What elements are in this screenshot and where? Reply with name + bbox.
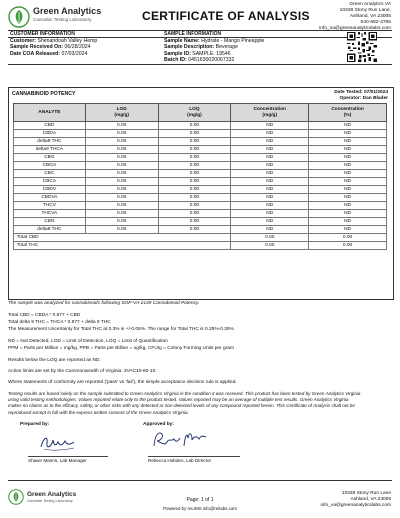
concentration-cell: ND <box>231 146 309 154</box>
lod-cell: 0.00 <box>85 186 158 194</box>
disclaimer: Testing results are based solely on the sample submitted to Green Analytics Virginia in the condition it was received. This product has been tested by Green Analytics Virginia using valid testing methodologies. Values reported relate only to the product tested. Values reported may be an average of multiple test results. Green Analytics Virginia makes no claims as to the efficacy, safety, or other risks with any detected or non-detected levels of any compound reported herein. This Certificate of Analysis shall not be reproduced except in full with the express written consent of the Green Analytics Virginia. <box>8 391 361 415</box>
lod-cell: 0.00 <box>85 138 158 146</box>
total-concentration-pct: 0.00 <box>309 234 387 242</box>
date-tested: Date Tested: 07/01/2024 <box>334 90 388 95</box>
potency-table <box>13 103 387 250</box>
analyte-cell: CBDVA <box>14 194 86 202</box>
loq-cell: 0.00 <box>158 170 231 178</box>
sample-name-label: Sample Name: <box>164 38 200 44</box>
concentration-pct-cell: ND <box>309 226 387 234</box>
total-concentration-pct: 0.00 <box>309 242 387 250</box>
concentration-pct-cell: ND <box>309 186 387 194</box>
analyte-cell: CBC <box>14 170 86 178</box>
concentration-cell: ND <box>231 170 309 178</box>
concentration-cell: ND <box>231 178 309 186</box>
sample-id-value: SAMPLE: 19546 <box>192 50 231 57</box>
concentration-pct-cell: ND <box>309 138 387 146</box>
formula-cbd: Total CBD = CBDA * 0.877 + CBD <box>8 313 81 318</box>
contact-line: Green Analytics VA <box>349 2 391 7</box>
footer-address: 10338 Stony Run Lane Ashland, VA 23005 info_va@greenanalyticslabs.com <box>320 491 391 508</box>
customer-info <box>10 38 97 57</box>
lod-cell: 0.00 <box>85 154 158 162</box>
divider <box>8 64 392 65</box>
col-analyte: ANALYTE <box>14 104 86 122</box>
concentration-cell: ND <box>231 194 309 202</box>
total-label: Total CBD <box>14 234 231 242</box>
sample-name-value: Hydrate - Mango Pineapple <box>201 38 265 44</box>
loq-cell: 0.00 <box>158 186 231 194</box>
lod-cell: 0.00 <box>85 170 158 178</box>
lod-cell: 0.00 <box>85 162 158 170</box>
col-lod: LOD (mg/g) <box>85 104 158 122</box>
table-row <box>14 170 387 178</box>
concentration-pct-cell: ND <box>309 210 387 218</box>
concentration-cell: ND <box>231 122 309 130</box>
document-title: CERTIFICATE OF ANALYSIS <box>142 9 310 23</box>
lod-cell: 0.00 <box>85 226 158 234</box>
approved-by-name: Rebecca Hobden, Lab Director <box>148 458 212 463</box>
loq-cell: 0.00 <box>158 178 231 186</box>
contact-line: 10338 Stony Run Lane, <box>339 7 391 13</box>
loq-note: Results below the LOQ are reported as ND. <box>8 358 101 363</box>
sample-id-label: Sample ID: <box>164 50 191 57</box>
col-concentration-pct: Concentration (%) <box>309 104 387 122</box>
total-row <box>14 234 387 242</box>
leaf-logo-icon <box>8 489 24 505</box>
concentration-pct-cell: ND <box>309 154 387 162</box>
batch-id-label: Batch ID: <box>164 57 187 64</box>
analyte-cell: CBCA <box>14 178 86 186</box>
loq-cell: 0.00 <box>158 162 231 170</box>
loq-cell: 0.00 <box>158 138 231 146</box>
loq-cell: 0.00 <box>158 130 231 138</box>
loq-cell: 0.00 <box>158 154 231 162</box>
conformity-note: Where statements of conformity are reported ('pass' vs 'fail'), the simple acceptance decision rule is applied. <box>8 380 237 385</box>
footer-brand-tagline: Cannabis Testing Laboratory <box>27 499 73 503</box>
concentration-cell: ND <box>231 130 309 138</box>
customer-info-heading: CUSTOMER INFORMATION <box>10 30 75 37</box>
loq-cell: 0.00 <box>158 202 231 210</box>
lod-cell: 0.00 <box>85 202 158 210</box>
potency-title: CANNABINOID POTENCY <box>12 91 76 97</box>
signature-line <box>28 456 108 457</box>
table-row <box>14 146 387 154</box>
released-value: 07/03/2024 <box>61 50 88 57</box>
total-row <box>14 242 387 250</box>
concentration-pct-cell: ND <box>309 170 387 178</box>
signature-rebecca-hobden <box>150 426 210 454</box>
footer-brand-name: Green Analytics <box>27 491 77 498</box>
page-number: Page: 1 of 1 <box>186 497 214 503</box>
action-limits-note: Action limits are set by the Commonwealth of Virginia: 3VAC10-60-10. <box>8 369 157 374</box>
table-row <box>14 202 387 210</box>
table-row <box>14 154 387 162</box>
concentration-pct-cell: ND <box>309 194 387 202</box>
prepared-by-label: Prepared by: <box>20 422 50 427</box>
analyte-cell: CBD <box>14 122 86 130</box>
concentration-cell: ND <box>231 202 309 210</box>
lod-cell: 0.00 <box>85 122 158 130</box>
concentration-pct-cell: ND <box>309 178 387 186</box>
potency-table-body <box>14 122 387 250</box>
released-label: Date COA Released: <box>10 50 60 57</box>
total-concentration: 0.00 <box>231 234 309 242</box>
analyte-cell: delta9 THC <box>14 138 86 146</box>
analyte-cell: CBN <box>14 218 86 226</box>
analyte-cell: THCVA <box>14 210 86 218</box>
analyte-cell: THCV <box>14 202 86 210</box>
table-row <box>14 226 387 234</box>
analyte-cell: delta8 THC <box>14 226 86 234</box>
total-concentration: 0.00 <box>231 242 309 250</box>
analyte-cell: CBG <box>14 154 86 162</box>
lod-cell: 0.00 <box>85 130 158 138</box>
concentration-cell: ND <box>231 210 309 218</box>
loq-cell: 0.00 <box>158 122 231 130</box>
lod-cell: 0.00 <box>85 218 158 226</box>
qr-code-icon <box>347 32 377 62</box>
units-note: PPM = Parts per Million = mg/kg, PPB = Parts per Billion = ug/kg, CFU/g = Colony Forming Units per gram <box>8 346 234 351</box>
lab-contact <box>281 2 391 32</box>
lod-cell: 0.00 <box>85 146 158 154</box>
concentration-cell: ND <box>231 218 309 226</box>
loq-cell: 0.00 <box>158 194 231 202</box>
signature-line <box>148 456 240 457</box>
received-value: 06/28/2024 <box>64 44 91 51</box>
loq-cell: 0.00 <box>158 218 231 226</box>
sample-desc-value: Beverage <box>215 44 238 51</box>
lod-cell: 0.00 <box>85 178 158 186</box>
leaf-logo-icon <box>8 6 30 28</box>
method-note: The sample was analyzed for cannabinoids following SOP-VA-2149 Cannabinoid Potency. <box>8 301 200 306</box>
batch-id-value: 0451630020067332 <box>188 57 235 64</box>
concentration-pct-cell: ND <box>309 146 387 154</box>
sample-info <box>164 38 264 64</box>
contact-line: 540-682-3765 <box>360 19 391 25</box>
concentration-cell: ND <box>231 186 309 194</box>
table-row <box>14 194 387 202</box>
analyte-cell: delta9 THCA <box>14 146 86 154</box>
lod-cell: 0.00 <box>85 210 158 218</box>
col-loq: LOQ (mg/g) <box>158 104 231 122</box>
received-label: Sample Received On: <box>10 44 64 51</box>
table-row <box>14 186 387 194</box>
abbreviations: ND = Not Detected, LOD = Limit of Detection, LOQ = Limit of Quantification <box>8 339 168 344</box>
table-row <box>14 178 387 186</box>
col-concentration: Concentration (mg/g) <box>231 104 309 122</box>
table-row <box>14 210 387 218</box>
brand-tagline: Cannabis Testing Laboratory <box>33 17 92 22</box>
customer-label: Customer: <box>10 38 36 44</box>
concentration-pct-cell: ND <box>309 218 387 226</box>
contact-line: Ashland, VA 23005 <box>349 13 391 19</box>
prepared-by-name: Shawn Manns, Lab Manager <box>28 458 87 463</box>
loq-cell: 0.00 <box>158 146 231 154</box>
operator: Operator: Dan Blader <box>339 95 388 101</box>
brand-name: Green Analytics <box>33 6 102 16</box>
sample-info-heading: SAMPLE INFORMATION <box>164 30 222 37</box>
table-row <box>14 162 387 170</box>
powered-by: Powered by reLIMS info@reliabs.com <box>163 506 237 511</box>
approved-by-label: Approved by: <box>143 422 174 427</box>
customer-value: Shenandoah Valley Hemp <box>37 38 98 44</box>
concentration-cell: ND <box>231 162 309 170</box>
table-row <box>14 122 387 130</box>
table-row <box>14 138 387 146</box>
table-row <box>14 130 387 138</box>
table-row <box>14 218 387 226</box>
formula-thc: Total delta 9 THC = THCA * 0.877 + delta 9 THC <box>8 320 111 325</box>
concentration-pct-cell: ND <box>309 122 387 130</box>
concentration-cell: ND <box>231 226 309 234</box>
uncertainty-note: The Measurement Uncertainty for Total THC at 0.3% is +/-0.05%. The range for Total THC is 0.25%-0.35%. <box>8 327 236 332</box>
table-header-row <box>14 104 387 122</box>
analyte-cell: CBGA <box>14 162 86 170</box>
analyte-cell: CBDA <box>14 130 86 138</box>
loq-cell: 0.00 <box>158 226 231 234</box>
signature-shawn-manns <box>38 430 78 456</box>
loq-cell: 0.00 <box>158 210 231 218</box>
concentration-cell: ND <box>231 138 309 146</box>
contact-email: info_va@greenanalyticslabs.com <box>319 25 391 31</box>
test-details <box>334 90 388 102</box>
concentration-pct-cell: ND <box>309 202 387 210</box>
total-label: Total THC <box>14 242 231 250</box>
concentration-pct-cell: ND <box>309 130 387 138</box>
footer-divider <box>8 480 392 481</box>
analyte-cell: CBDV <box>14 186 86 194</box>
concentration-pct-cell: ND <box>309 162 387 170</box>
concentration-cell: ND <box>231 154 309 162</box>
footer-logo <box>8 489 98 511</box>
sample-desc-label: Sample Description: <box>164 44 215 51</box>
lod-cell: 0.00 <box>85 194 158 202</box>
